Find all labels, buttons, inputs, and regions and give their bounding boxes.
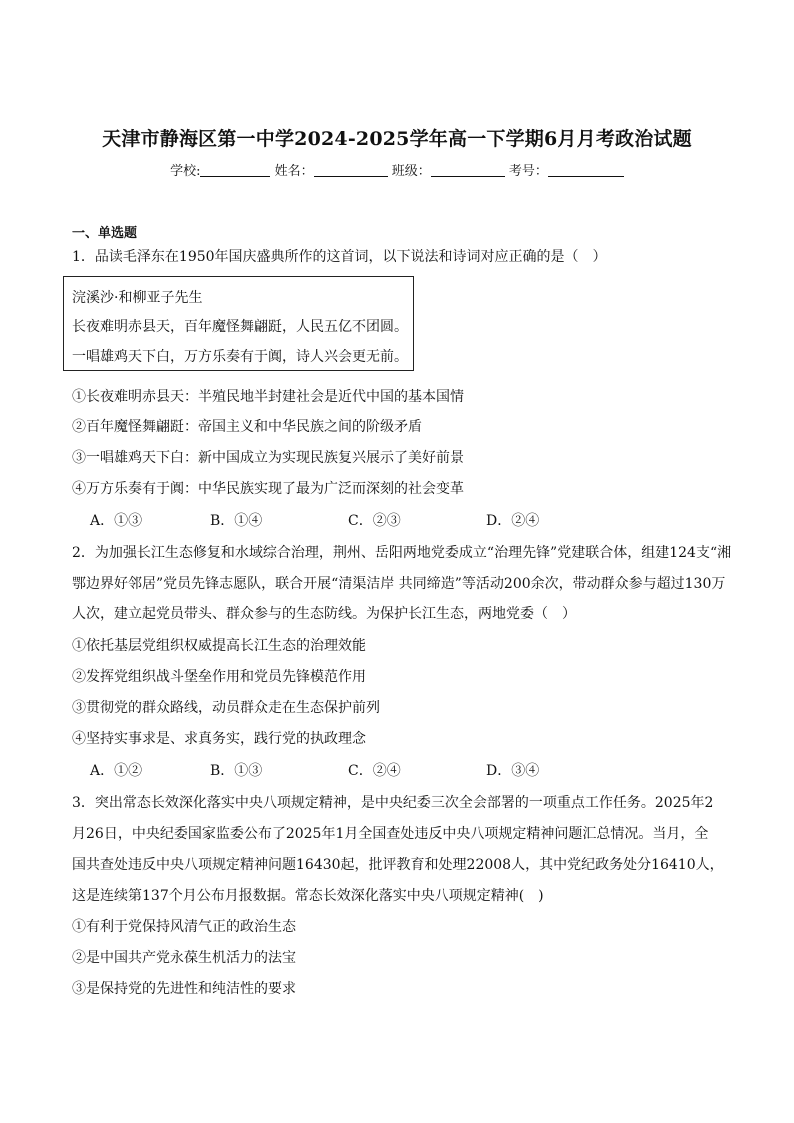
poem-title: 浣溪沙·和柳亚子先生 xyxy=(72,290,203,306)
question-3-stem: 国共查处违反中央八项规定精神问题16430起，批评教育和处理22008人，其中党纪政务处分16410人， xyxy=(72,857,724,873)
question-item: ④坚持实事求是、求真务实，践行党的执政理念 xyxy=(72,731,366,747)
question-3-stem: 月26日，中央纪委国家监委公布了2025年1月全国查处违反中央八项规定精神问题汇总情况。当月，全 xyxy=(72,826,709,842)
student-info-line xyxy=(0,160,794,179)
question-2-stem: 人次，建立起党员带头、群众参与的生态防线。为保护长江生态，两地党委（ ） xyxy=(72,606,576,622)
question-item: ②发挥党组织战斗堡垒作用和党员先锋模范作用 xyxy=(72,669,366,685)
question-item: ③是保持党的先进性和纯洁性的要求 xyxy=(72,981,296,997)
option-b[interactable]: B．①③ xyxy=(210,763,263,779)
question-3-stem: 3．突出常态长效深化落实中央八项规定精神，是中央纪委三次全会部署的一项重点工作任务。2025年2 xyxy=(72,795,714,811)
option-d[interactable]: D．②④ xyxy=(486,513,540,529)
question-item: ②百年魔怪舞翩跹：帝国主义和中华民族之间的阶级矛盾 xyxy=(72,419,422,435)
name-blank[interactable] xyxy=(314,164,388,177)
question-3-stem: 这是连续第137个月公布月报数据。常态长效深化落实中央八项规定精神( ) xyxy=(72,888,544,904)
school-blank[interactable] xyxy=(200,164,270,177)
question-item: ③一唱雄鸡天下白：新中国成立为实现民族复兴展示了美好前景 xyxy=(72,450,464,466)
question-2-stem: 2．为加强长江生态修复和水域综合治理，荆州、岳阳两地党委成立“治理先锋”党建联合体，组建124支“湘 xyxy=(72,545,732,561)
class-label: 班级： xyxy=(391,164,431,179)
question-item: ④万方乐奏有于阗：中华民族实现了最为广泛而深刻的社会变革 xyxy=(72,481,464,497)
question-2-stem: 鄂边界好邻居”党员先锋志愿队，联合开展“清渠洁岸 共同缔造”等活动200余次，带动群众参与超过130万 xyxy=(72,576,726,592)
exam-no-label: 考号： xyxy=(508,164,548,179)
option-a[interactable]: A．①② xyxy=(90,763,143,779)
option-b[interactable]: B．①④ xyxy=(210,513,263,529)
option-a[interactable]: A．①③ xyxy=(90,513,143,529)
school-label: 学校: xyxy=(170,164,201,179)
question-1-stem: 1．品读毛泽东在1950年国庆盛典所作的这首词，以下说法和诗词对应正确的是（ ） xyxy=(72,249,607,265)
question-item: ①依托基层党组织权威提高长江生态的治理效能 xyxy=(72,638,366,654)
poem-line: 长夜难明赤县天，百年魔怪舞翩跹，人民五亿不团圆。 xyxy=(72,319,408,335)
option-d[interactable]: D．③④ xyxy=(486,763,540,779)
question-item: ②是中国共产党永葆生机活力的法宝 xyxy=(72,950,296,966)
option-c[interactable]: C．②④ xyxy=(348,763,401,779)
question-item: ①长夜难明赤县天：半殖民地半封建社会是近代中国的基本国情 xyxy=(72,389,464,405)
name-label: 姓名： xyxy=(274,164,314,179)
class-blank[interactable] xyxy=(431,164,505,177)
section-heading: 一、单选题 xyxy=(72,226,138,241)
exam-no-blank[interactable] xyxy=(548,164,624,177)
question-item: ③贯彻党的群众路线，动员群众走在生态保护前列 xyxy=(72,700,380,716)
page-title: 天津市静海区第一中学2024-2025学年高一下学期6月月考政治试题 xyxy=(102,128,692,150)
question-item: ①有利于党保持风清气正的政治生态 xyxy=(72,919,296,935)
option-c[interactable]: C．②③ xyxy=(348,513,401,529)
poem-line: 一唱雄鸡天下白，万方乐奏有于阗，诗人兴会更无前。 xyxy=(72,349,408,365)
